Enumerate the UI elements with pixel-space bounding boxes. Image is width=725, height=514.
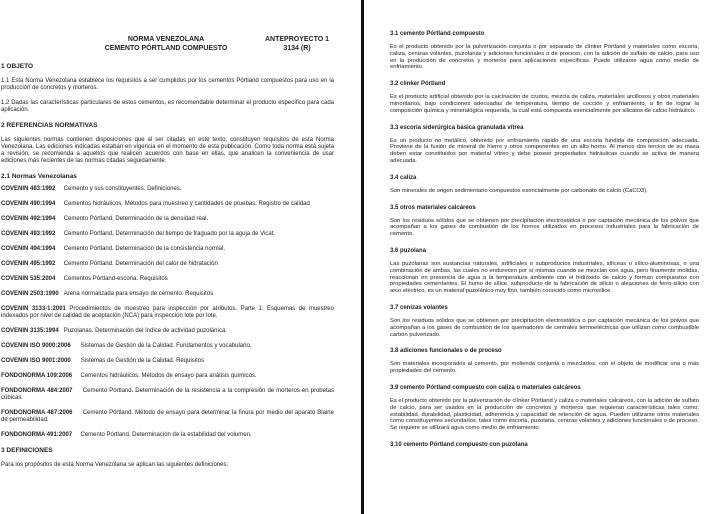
definition-text: Son los residuos sólidos que se obtienen por precipitación electrostática o por captación mecánica de los polvos que acompañan a los gases de combustión de los hornos utilizados en procesos industriales para la fabricación de cemento. [390, 217, 699, 238]
right-page [364, 0, 725, 514]
norm-reference [1, 306, 334, 320]
norm-code: COVENIN ISO 9001:2000 [1, 358, 71, 364]
definition-text: Es el producto artificial obtenido por la calcinación de crudos, mezcla de caliza, materiales arcillosos y otros materiales minoritarios, bajo condiciones adecuadas de temperatura, tiempo de cocción y enfriamiento, a fin de lograr la composición química y mineralógica requerida, la cual está compuesta esencialmente por silicatos de calcio hidráulico. [390, 94, 699, 114]
left-page-content [0, 63, 361, 477]
norm-code: COVENIN 495:1992 [1, 261, 56, 267]
norm-title: Cemento Pórtland. Determinación de la consistencia normal. [63, 246, 226, 252]
norm-code: FONDONORMA 484:2007 [1, 388, 73, 394]
paragraph-referencias: Las siguientes normas contienen disposiciones que al ser citadas en este texto, constituyen requisitos de esta Norma Venezolana. Las ediciones indicadas estaban en vigencia en el momento de esta publicación. Como toda norma está sujeta a revisión, se recomienda a aquellos que realicen acuerdos con base en ellas, que analicen la conveniencia de usar ediciones más recientes de las normas citadas seguidamente. [1, 137, 334, 164]
norm-title: Cemento Pórtland. Determinación de la resistencia a la compresión de morteros en probetas cúbicas. [1, 388, 334, 401]
definition-heading: 3.8 adiciones funcionales o de proceso [390, 348, 502, 355]
norm-code: COVENIN ISO 9000:2006 [1, 343, 71, 349]
definition-heading: 3.2 clínker Pórtland [390, 81, 446, 88]
norm-header-left [66, 36, 266, 53]
paragraph-definiciones: Para los propósitos de esta Norma Venezolana se aplican las siguientes definiciones: [1, 462, 229, 468]
definition-heading: 3.6 puzolana [390, 247, 427, 254]
norm-reference [1, 388, 334, 402]
norm-reference [1, 276, 334, 283]
norm-title: Cemento y sus constituyentes. Definiciones. [63, 186, 182, 192]
definition-heading: 3.3 escoria siderúrgica básica granulada vítrea [390, 124, 524, 131]
norm-title: Procedimientos de muestreo para inspección por atributos. Parte 1: Esquemas de muestreo indexados por nivel de calidad de aceptación (NCA) para inspección lote por lote. [1, 306, 334, 319]
norm-code: FONDONORMA 109:2006 [1, 373, 73, 379]
definition-text: Son minerales de origen sedimentario compuestos esencialmente por carbonato de calcio (CaCO3). [390, 187, 648, 194]
norm-reference [1, 343, 334, 350]
norm-code: COVENIN 483:1992 [1, 186, 56, 192]
paragraph-1-2: 1.2 Dadas las características particulares de estos cementos, es recomendable determinar el producto específico para cada aplicación. [1, 100, 334, 113]
norm-title: Cementos Pórtland-escoria. Requisitos [63, 276, 168, 282]
norm-code: COVENIN 490:1994 [1, 201, 56, 207]
norm-reference [1, 216, 334, 223]
norm-reference [1, 261, 334, 268]
subsection-heading-normas-venezolanas: 2.1 Normas Venezolanas [1, 173, 77, 180]
norm-reference [1, 201, 334, 208]
section-heading-objeto: 1 OBJETO [1, 63, 34, 70]
norm-reference [1, 328, 334, 335]
norm-code: COVENIN 492:1994 [1, 216, 56, 222]
norm-title: Cementos hidráulicos. Métodos para muestreo y cantidades de pruebas. Registro de calidad [63, 201, 310, 207]
section-heading-referencias: 2 REFERENCIAS NORMATIVAS [1, 122, 98, 129]
definition-heading: 3.9 cemento Pórtland compuesto con caliza o materiales calcáreos [390, 384, 581, 391]
norm-code: COVENIN 493:1992 [1, 231, 56, 237]
document-type: NORMA VENEZOLANA [127, 36, 205, 43]
norm-code: FONDONORMA 487:2006 [1, 410, 73, 416]
norm-title: Puzolanas. Determinación del índice de actividad puzolánica. [63, 328, 227, 334]
definition-text: Son materiales incorporados al cemento, por molienda conjunta o mezclados, con el objeto de modificar una o más propiedades del cemento. [390, 361, 699, 375]
norm-number: 3134 (R) [283, 44, 311, 52]
definition-heading: 3.7 cenizas volantes [390, 304, 448, 311]
definition-text: Es un producto no metálico, obtenido por enfriamiento rápido de una escoria fundida de composición adecuada. Proviene de la fusión de mineral de hierro y otros componentes en un alto horno. Al menos dos tercios de su masa deben estar constituidos por material vítreo y debe poseer propiedades hidráulicas cuando se activa de manera adecuada. [390, 137, 699, 164]
definition-heading: 3.4 caliza [390, 174, 417, 181]
document-title: CEMENTO PÓRTLAND COMPUESTO [104, 44, 228, 52]
definition-text: Es el producto obtenido por la pulverización de clínker Pórtland y caliza o materiales calcáreos, con la adición de sulfato de calcio, para ser usados en la producción de concretos y morteros que requieran características tales como: estabilidad, durabilidad, plasticidad, adherencia y capacidad de retención de agua. Pueden utilizarse otros materiales como constituyentes secundarios, tales como escoria, puzolana, cenizas volantes y adiciones funcionales o de proceso. Se requiere se utilizará agua como medio de enfriamiento. [390, 397, 699, 432]
norm-title: Cemento Pórtland. Determinación del calor de hidratación [63, 261, 218, 267]
norm-header-right [262, 36, 332, 53]
norm-code: COVENIN 3133-1:2001 [1, 306, 66, 312]
norm-reference [1, 358, 334, 365]
norm-reference [1, 246, 334, 253]
definition-heading: 3.1 cemento Pórtland compuesto [390, 31, 485, 37]
norm-code: COVENIN 535:2004 [1, 276, 56, 282]
paragraph-1-1: 1.1 Esta Norma Venezolana establece los requisitos a ser cumplidos por los cementos Pórtland compuestos para uso en la producción de concretos y morteros. [1, 78, 334, 91]
norm-title: Cementos hidráulicos. Métodos de ensayo para análisis químicos. [80, 373, 257, 379]
norm-title: Cemento Pórtland. Determinación de la densidad real. [63, 216, 209, 222]
norm-code: FONDONORMA 491:2007 [1, 432, 73, 438]
definition-heading: 3.5 otros materiales calcáreos [390, 204, 476, 211]
norm-reference [1, 231, 334, 238]
norm-title: Sistemas de Gestión de la Calidad. Requisitos [80, 358, 205, 364]
definition-heading: 3.10 cemento Pórtland compuesto con puzolana [390, 441, 528, 448]
definition-text: Es el producto obtenido por la pulverización conjunta o por separado de clínker Pórtland y materiales como escoria, caliza, cenizas volantes, puzolanas y adiciones funcionales o de proceso, con la adición de sulfato de calcio, para uso en la producción de concretos y morteros para aplicaciones específicas. Puede utilizarse agua como medio de enfriamiento. [390, 44, 699, 71]
norm-title: Cemento Pórtland. Determinación del tiempo de fraguado por la aguja de Vicat. [63, 231, 276, 237]
norm-reference [1, 291, 334, 298]
norm-reference [1, 373, 334, 380]
norm-code: COVENIN 494:1994 [1, 246, 56, 252]
section-heading-definiciones: 3 DEFINICIONES [1, 447, 53, 454]
right-page-content [364, 31, 725, 455]
left-page [0, 0, 361, 514]
definition-text: Son los residuos sólidos que se obtienen por precipitación electrostática o por captación mecánica de los polvos que acompañan a los gases de combustión de los quemadores de centrales termoeléctricas que utilizan como combustible carbón pulverizado. [390, 317, 699, 338]
draft-label: ANTEPROYECTO 1 [264, 36, 330, 43]
definition-text: Las puzolanas son sustancias naturales, artificiales o subproductos industriales, silíceas o sílico-aluminosas, o una combinación de ambas, las cuales no endurecen por sí mismas cuando se mezclan con agua, pero finamente molidas, reaccionan en presencia de agua a la temperatura ambiente con el hidróxido de calcio y forman compuestos con propiedades cementantes. El humo de sílice, subproducto de la fabricación de silicio o aleaciones de ferro-silicio con arco eléctrico, es un material puzolánico muy fino, también conocido como microsílice. [390, 260, 699, 295]
norm-reference [1, 410, 334, 424]
norm-title: Arena normalizada para ensayo de cemento. Requisitos [63, 291, 214, 297]
norm-title: Cemento Pórtland. Determinación de la estabilidad del volumen. [80, 432, 252, 438]
norm-reference [1, 432, 334, 439]
norm-reference [1, 186, 334, 193]
norm-code: COVENIN 2503:1990 [1, 291, 59, 297]
norm-title: Cemento Pórtland. Método de ensayo para determinar la finura por medio del aparato Blaine de permeabilidad. [1, 410, 334, 423]
norm-code: COVENIN 3135:1994 [1, 328, 59, 334]
norm-title: Sistemas de Gestión de la Calidad. Fundamentos y vocabulario. [80, 343, 252, 349]
